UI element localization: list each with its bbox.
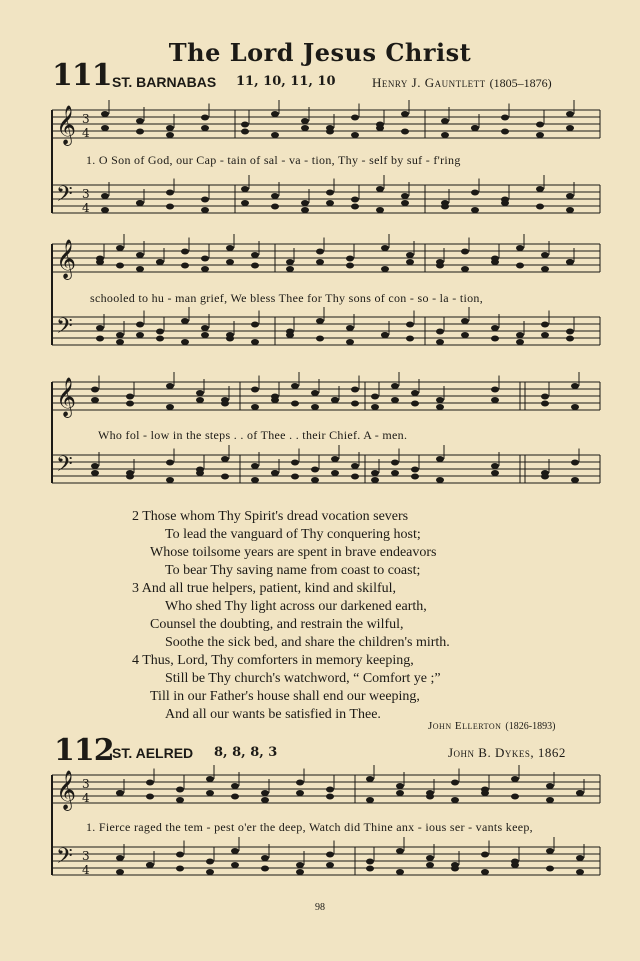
lyric-line-3: Who fol - low in the steps . . of Thee . . their Chief. A - men. xyxy=(98,428,408,442)
verse-2 xyxy=(132,508,437,580)
svg-text:4: 4 xyxy=(82,201,90,215)
svg-text:4: 4 xyxy=(82,126,90,140)
author-name-111: John Ellerton xyxy=(428,720,502,732)
svg-text:𝄢: 𝄢 xyxy=(56,452,73,482)
verse-3-line-3: Counsel the doubting, and restrain the wilful, xyxy=(150,617,404,632)
svg-text:𝄢: 𝄢 xyxy=(56,844,73,874)
page-number: 98 xyxy=(315,902,325,913)
verse-2-line-1: 2 Those whom Thy Spirit's dread vocation severs xyxy=(132,509,409,524)
svg-text:𝄢: 𝄢 xyxy=(56,182,73,212)
verse-2-line-4: To bear Thy saving name from coast to coast; xyxy=(165,563,421,578)
verse-3-line-4: Soothe the sick bed, and share the children's mirth. xyxy=(165,635,450,650)
svg-text:𝄞: 𝄞 xyxy=(56,377,77,417)
composer-years-111: (1805–1876) xyxy=(489,76,552,90)
svg-text:3: 3 xyxy=(82,849,90,863)
meter-112: 8, 8, 8, 3 xyxy=(214,745,278,760)
svg-text:𝄢: 𝄢 xyxy=(56,314,73,344)
author-years-111: (1826-1893) xyxy=(505,721,556,732)
hymn-number-112: 112 xyxy=(54,733,114,768)
svg-text:𝄞: 𝄞 xyxy=(56,105,77,145)
verse-3-line-1: 3 And all true helpers, patient, kind and skilful, xyxy=(132,581,397,596)
verse-4-line-4: And all our wants be satisfied in Thee. xyxy=(165,707,381,722)
author-111 xyxy=(428,716,555,734)
verse-3 xyxy=(132,580,450,652)
svg-text:3: 3 xyxy=(82,187,90,201)
tune-name-112: ST. AELRED xyxy=(112,745,194,761)
verse-3-line-2: Who shed Thy light across our darkened earth, xyxy=(165,599,427,614)
lyric-line-1: 1. O Son of God, our Cap - tain of sal - va - tion, Thy - self by suf - f'ring xyxy=(86,153,461,167)
svg-text:3: 3 xyxy=(82,777,90,791)
svg-text:𝄞: 𝄞 xyxy=(56,239,77,279)
verse-2-line-3: Whose toilsome years are spent in brave endeavors xyxy=(150,545,437,560)
svg-text:4: 4 xyxy=(82,863,90,877)
tune-name-111: ST. BARNABAS xyxy=(112,74,217,90)
verse-4-line-3: Till in our Father's house shall end our weeping, xyxy=(150,689,420,704)
composer-112: John B. Dykes, 1862 xyxy=(448,745,566,760)
verse-4-line-2: Still be Thy church's watchword, “ Comfort ye ;” xyxy=(165,671,441,686)
verse-2-line-2: To lead the vanguard of Thy conquering host; xyxy=(165,527,421,542)
hymn-number-111: 111 xyxy=(52,58,112,93)
svg-text:4: 4 xyxy=(82,791,90,805)
lyric-line-2: schooled to hu - man grief, We bless Thee for Thy sons of con - so - la - tion, xyxy=(90,291,483,305)
svg-text:𝄞: 𝄞 xyxy=(56,770,77,810)
meter-111: 11, 10, 11, 10 xyxy=(236,74,336,89)
svg-text:3: 3 xyxy=(82,112,90,126)
section-title: The Lord Jesus Christ xyxy=(168,38,472,67)
verse-4-line-1: 4 Thus, Lord, Thy comforters in memory keeping, xyxy=(132,653,414,668)
verse-4 xyxy=(132,652,441,724)
lyric-line-112-1: 1. Fierce raged the tem - pest o'er the deep, Watch did Thine anx - ious ser - vants keep, xyxy=(86,820,533,834)
composer-name-111: Henry J. Gauntlett xyxy=(372,75,486,90)
